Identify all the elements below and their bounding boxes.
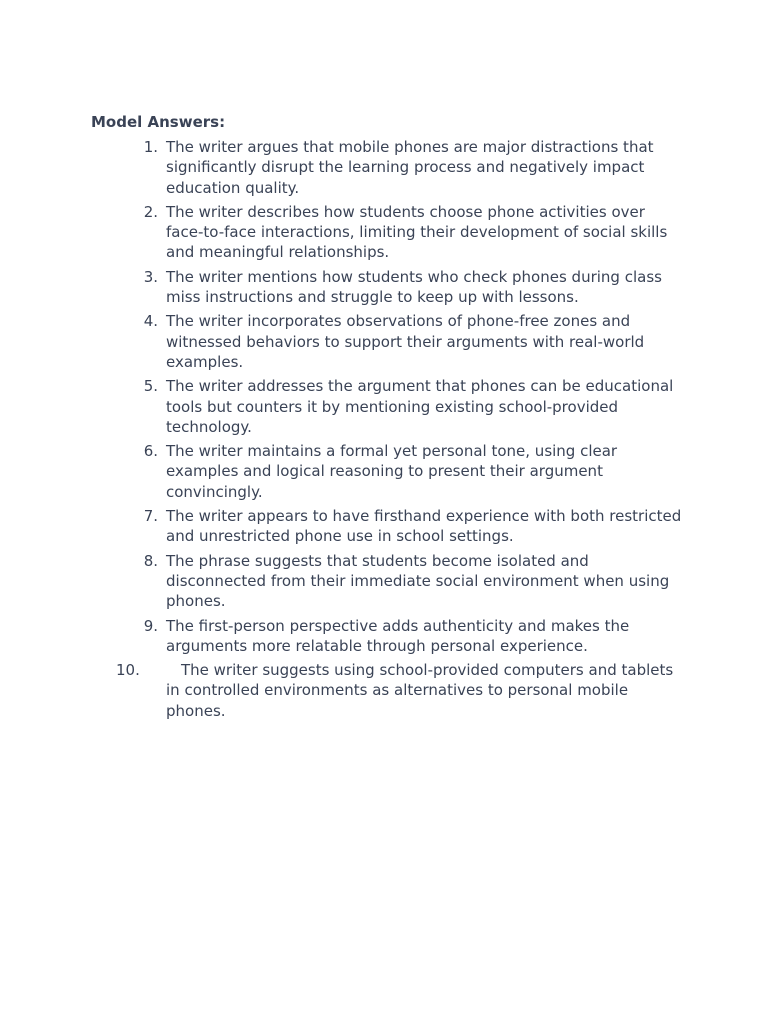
answer-number: 5.: [143, 377, 158, 396]
answer-number: 4.: [143, 312, 158, 331]
answer-text: The phrase suggests that students become isolated and disconnected from their immediate social environment when using phones.: [166, 551, 670, 611]
answer-text: The writer appears to have firsthand experience with both restricted and unrestricted phone use in school settings.: [166, 507, 682, 546]
answer-item-7: [0, 506, 768, 547]
answer-item-2: [0, 202, 768, 263]
section-heading: Model Answers:: [91, 113, 226, 131]
answer-number: 3.: [143, 267, 158, 286]
answer-text: The writer mentions how students who check phones during class miss instructions and struggle to keep up with lessons.: [166, 267, 662, 307]
model-answers-list: [0, 137, 768, 725]
answer-item-10: [0, 660, 768, 721]
answer-text: The writer maintains a formal yet personal tone, using clear examples and logical reasoning to present their argument convincingly.: [166, 442, 618, 501]
answer-number: 10.: [116, 661, 140, 680]
answer-item-4: [0, 311, 768, 372]
answer-text: The first-person perspective adds authenticity and makes the arguments more relatable through personal experience.: [166, 616, 630, 655]
answer-number: 2.: [143, 202, 158, 221]
answer-number: 7.: [143, 507, 158, 526]
answer-number: 8.: [143, 551, 158, 570]
answer-item-1: [0, 137, 768, 198]
answer-text: The writer addresses the argument that phones can be educational tools but counters it by mentioning existing school-provided technology.: [166, 377, 674, 436]
answer-item-3: [0, 267, 768, 308]
answer-number: 6.: [143, 442, 158, 461]
answer-number: 9.: [143, 616, 158, 635]
answer-item-8: [0, 551, 768, 612]
answer-text: The writer suggests using school-provided computers and tablets in controlled environments as alternatives to personal mobile phones.: [166, 661, 674, 720]
answer-text: The writer argues that mobile phones are major distractions that significantly disrupt the learning process and negatively impact education quality.: [166, 138, 654, 197]
answer-item-5: [0, 376, 768, 437]
answer-number: 1.: [143, 138, 158, 156]
answer-text: The writer describes how students choose phone activities over face-to-face interactions, limiting their development of social skills and meaningful relationships.: [166, 202, 668, 262]
answer-item-9: [0, 616, 768, 657]
answer-text: The writer incorporates observations of phone-free zones and witnessed behaviors to support their arguments with real-world examples.: [166, 312, 645, 371]
answer-item-6: [0, 441, 768, 502]
